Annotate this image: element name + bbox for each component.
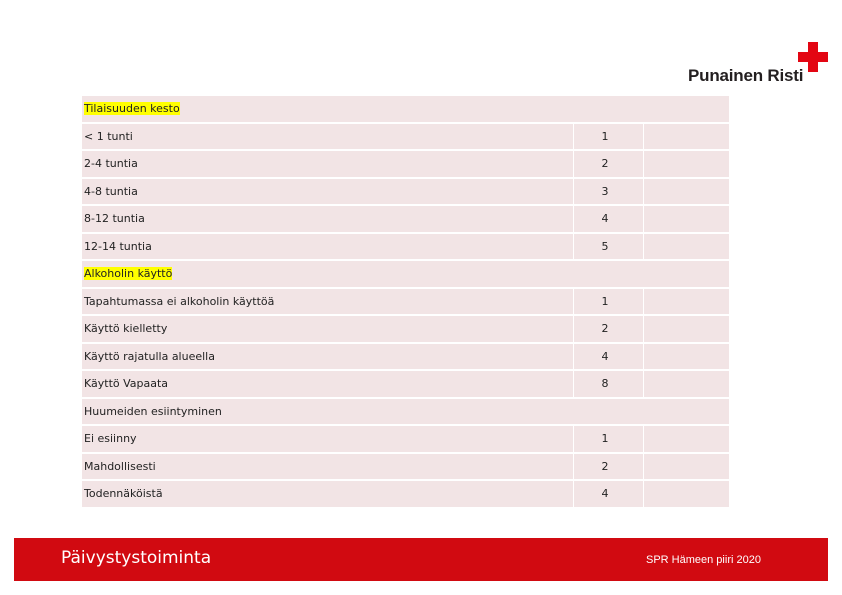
section-header-row — [82, 398, 729, 426]
red-cross-logo — [688, 42, 830, 86]
empty-cell — [643, 150, 729, 178]
row-label: Käyttö Vapaata — [82, 370, 573, 398]
row-label: Käyttö kielletty — [82, 315, 573, 343]
section-header-row — [82, 96, 729, 123]
table-row — [82, 343, 729, 371]
empty-cell — [643, 480, 729, 508]
logo-text: Punainen Risti — [688, 66, 804, 85]
table-row — [82, 453, 729, 481]
table-row — [82, 123, 729, 151]
row-label: < 1 tunti — [82, 123, 573, 151]
empty-cell — [643, 370, 729, 398]
row-label: 12-14 tuntia — [82, 233, 573, 261]
footer-bar — [14, 538, 828, 581]
section-title: Tilaisuuden kesto — [84, 102, 180, 116]
table-row — [82, 315, 729, 343]
table-row — [82, 233, 729, 261]
empty-cell — [643, 205, 729, 233]
empty-cell — [643, 178, 729, 206]
footer-title: Päivystystoiminta — [61, 548, 212, 568]
table-row — [82, 205, 729, 233]
row-value: 3 — [573, 178, 643, 206]
empty-cell — [643, 315, 729, 343]
row-value: 4 — [573, 343, 643, 371]
empty-cell — [643, 453, 729, 481]
section-header-cell — [82, 260, 729, 288]
section-header-row — [82, 260, 729, 288]
row-value: 5 — [573, 233, 643, 261]
section-title: Alkoholin käyttö — [84, 267, 173, 281]
empty-cell — [643, 425, 729, 453]
risk-assessment-table — [82, 96, 730, 509]
row-value: 2 — [573, 150, 643, 178]
row-value: 4 — [573, 205, 643, 233]
empty-cell — [643, 233, 729, 261]
row-label: Tapahtumassa ei alkoholin käyttöä — [82, 288, 573, 316]
table-row — [82, 425, 729, 453]
row-value: 8 — [573, 370, 643, 398]
table-row — [82, 480, 729, 508]
row-value: 4 — [573, 480, 643, 508]
table-row — [82, 178, 729, 206]
section-header-cell — [82, 398, 729, 426]
footer-organization: SPR Hämeen piiri 2020 — [646, 554, 761, 566]
row-label: Mahdollisesti — [82, 453, 573, 481]
row-value: 1 — [573, 123, 643, 151]
row-label: Käyttö rajatulla alueella — [82, 343, 573, 371]
empty-cell — [643, 123, 729, 151]
empty-cell — [643, 288, 729, 316]
row-value: 2 — [573, 315, 643, 343]
row-value: 1 — [573, 425, 643, 453]
row-label: Ei esiinny — [82, 425, 573, 453]
row-label: 8-12 tuntia — [82, 205, 573, 233]
row-label: 4-8 tuntia — [82, 178, 573, 206]
section-header-cell — [82, 96, 729, 123]
section-title: Huumeiden esiintyminen — [84, 404, 222, 418]
row-value: 2 — [573, 453, 643, 481]
row-value: 1 — [573, 288, 643, 316]
table-row — [82, 150, 729, 178]
row-label: 2-4 tuntia — [82, 150, 573, 178]
row-label: Todennäköistä — [82, 480, 573, 508]
table-row — [82, 370, 729, 398]
table-row — [82, 288, 729, 316]
empty-cell — [643, 343, 729, 371]
